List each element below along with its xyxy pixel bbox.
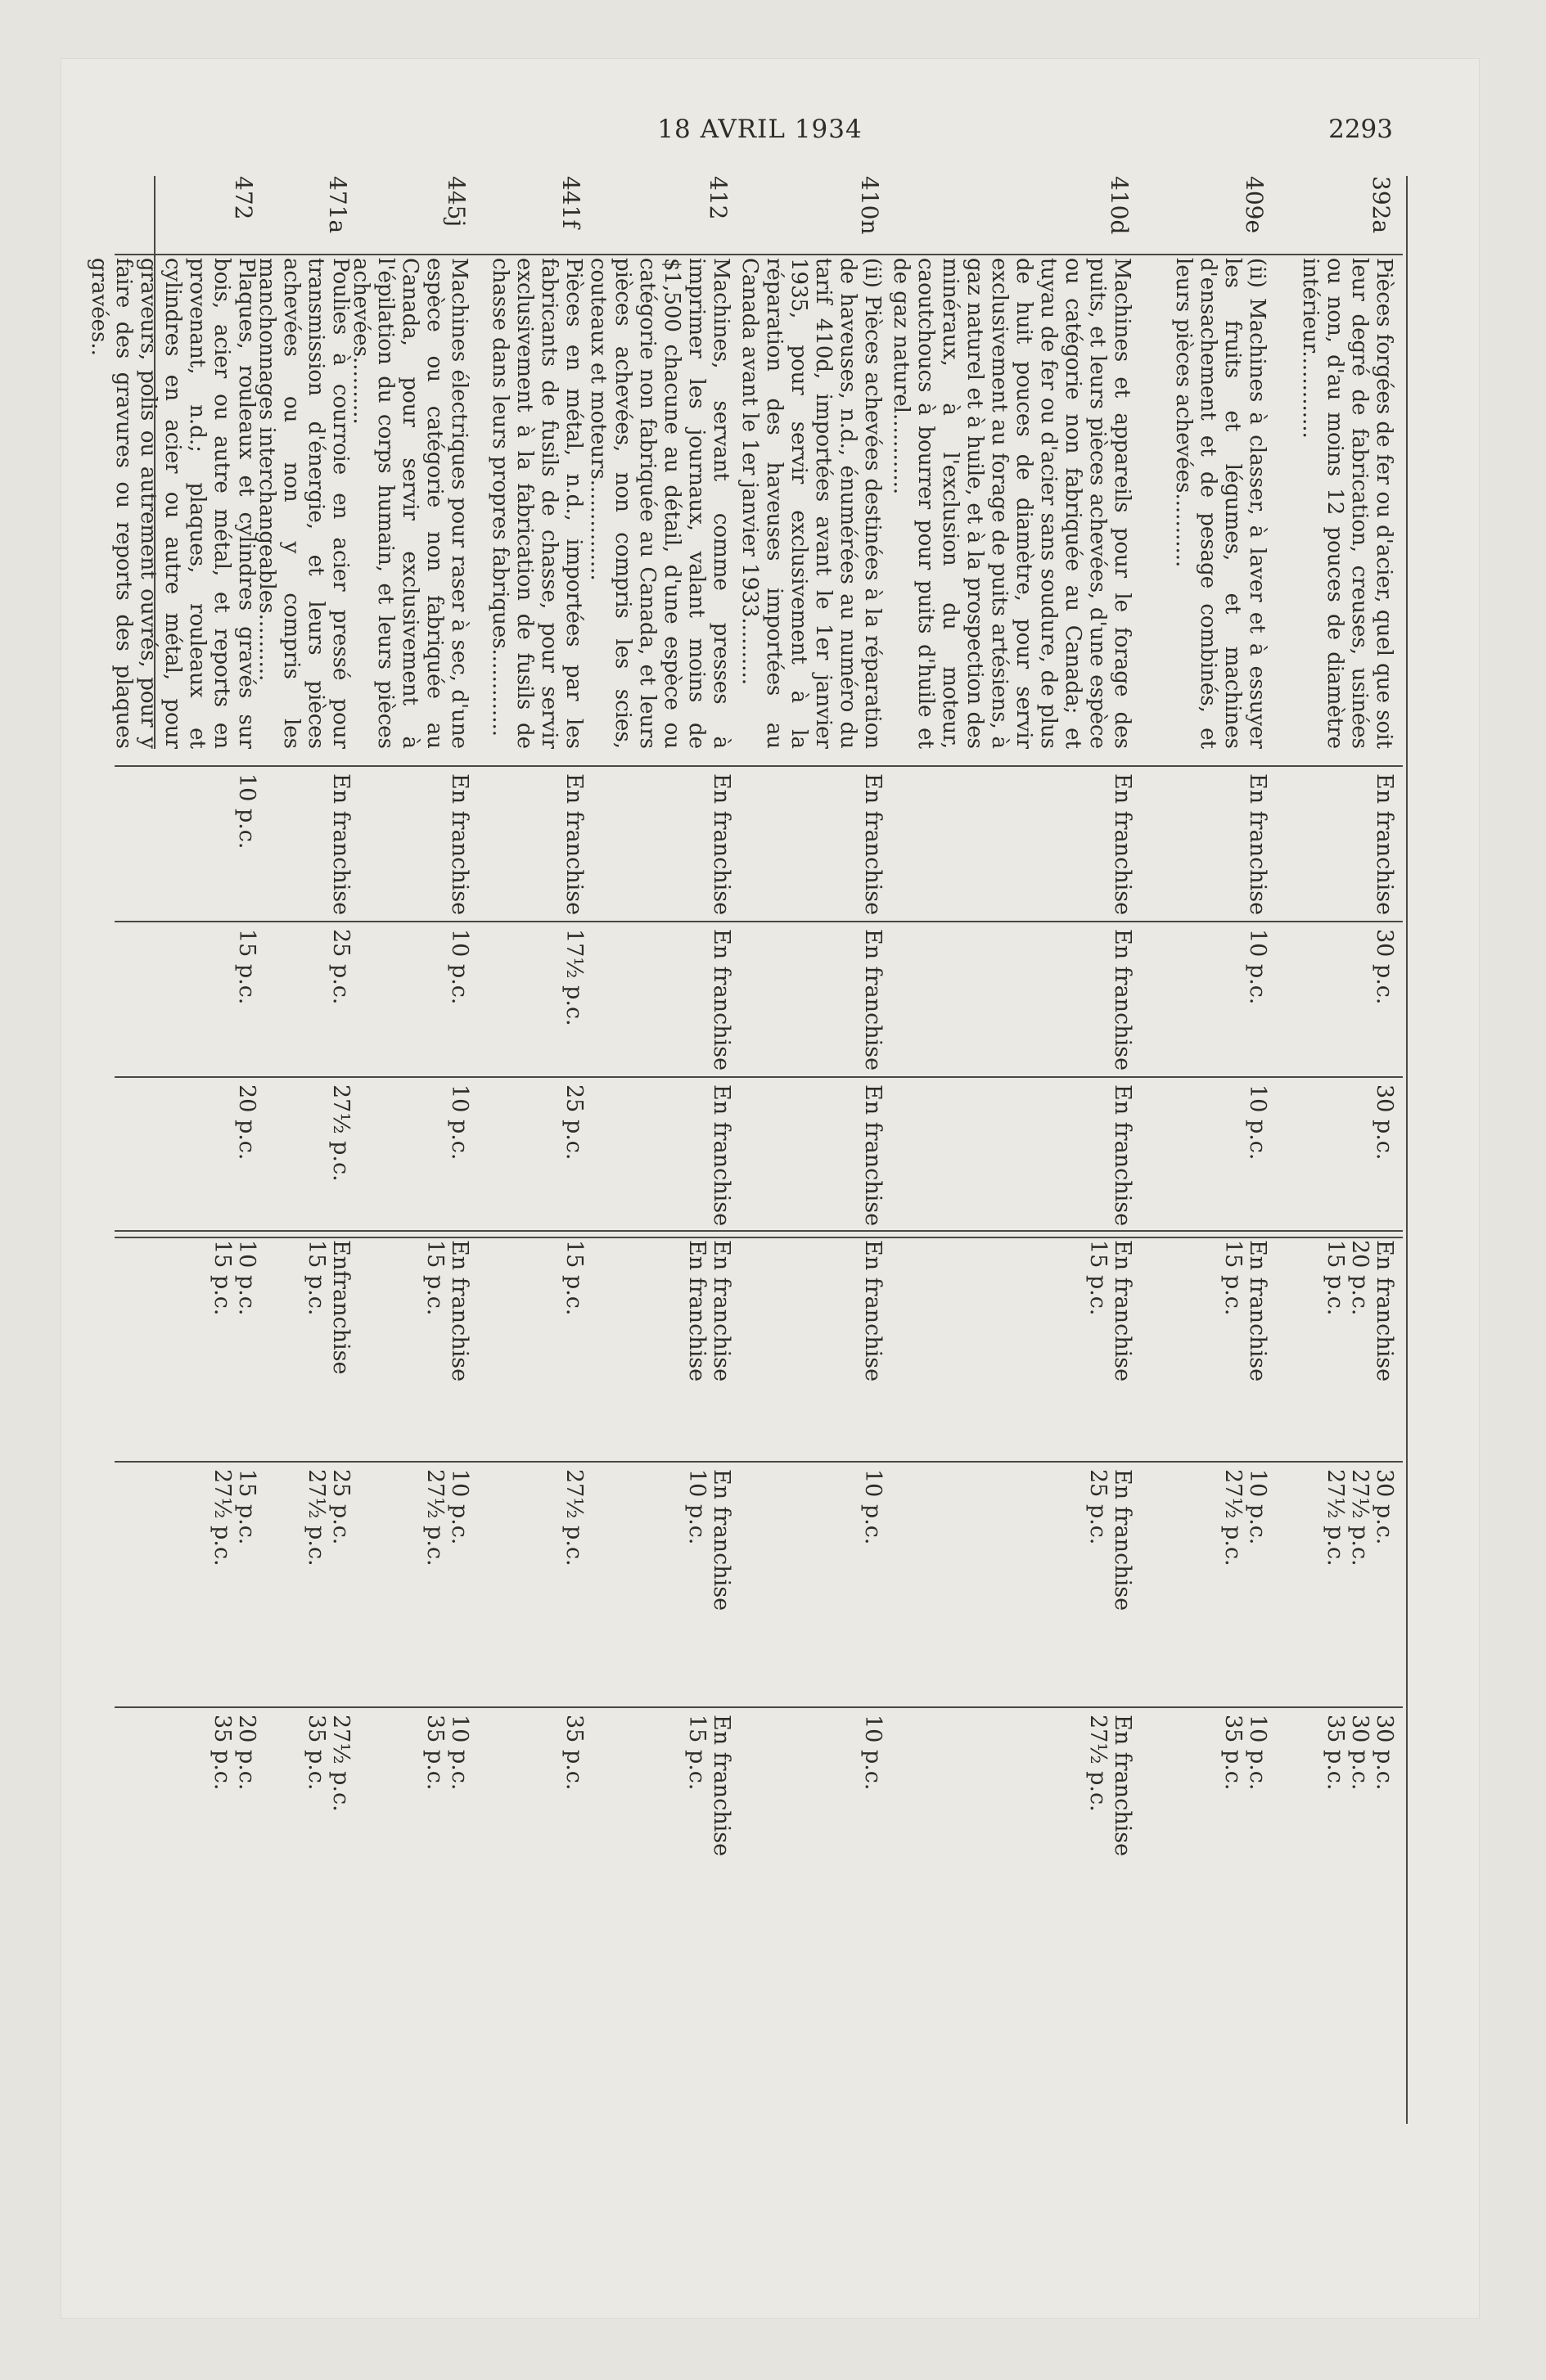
page-header [127, 108, 1393, 157]
rate-column-4: En franchise [860, 1240, 886, 1382]
rate-column-3: 25 p.c. [561, 1084, 587, 1161]
rate-column-1: En franchise [561, 773, 587, 916]
tariff-item-description: Pièces en métal, n.d., importées par les fabricants de fusils de chasse, pour servir exclusivement à la fabrication de fusils de chasse dans leurs propres fabriques............. [488, 258, 586, 749]
column-rule [115, 1706, 1403, 1708]
tariff-item-description: Poulies à courroie en acier pressé pour transmission d'énergie, et leurs pièces achevées ou non y compris les manchonnages interchangeables.......... [255, 258, 353, 749]
rate-column-3: 10 p.c. [447, 1084, 472, 1161]
table-top-rule [1406, 176, 1408, 2124]
rate-column-2: 25 p.c. [328, 929, 354, 1005]
table-bottom-rule [154, 176, 156, 749]
rate-column-4: Enfranchise 15 p.c. [304, 1240, 354, 1375]
rate-column-1: En franchise [1110, 773, 1135, 916]
rate-column-3: En franchise [860, 1084, 886, 1227]
column-rule [115, 921, 1403, 922]
rate-column-6: 10 p.c. 35 p.c. [422, 1715, 472, 1791]
rate-column-1: 10 p.c. [234, 773, 259, 850]
rate-column-1: En franchise [709, 773, 734, 916]
tariff-item-code: 412 [705, 176, 732, 220]
rate-column-6: En franchise 15 p.c. [684, 1715, 734, 1857]
rate-column-4: En franchise 20 p.c. 15 p.c. [1323, 1240, 1397, 1382]
rate-column-3: 30 p.c. [1372, 1084, 1397, 1161]
rate-column-6: 10 p.c. [860, 1715, 886, 1791]
rate-column-5: En franchise 10 p.c. [684, 1469, 734, 1611]
tariff-item-description: (ii) Machines à classer, à laver et à essuyer les fruits et légumes, et machines d'ensachement et de pesage combinés, et leurs pièces achevées........... [1171, 258, 1269, 749]
rate-column-5: 25 p.c. 27½ p.c. [304, 1469, 354, 1566]
tariff-item-code: 392a [1368, 176, 1395, 234]
tariff-item-code: 410d [1106, 176, 1133, 235]
tariff-item-description: Machines et appareils pour le forage des puits, et leurs pièces achevées, d'une espèce ou catégorie non fabriquée au Canada; et tuyau de fer ou d'acier sans soudure, de plus de huit pouces de diamètre, pour servir exclusivement au forage de puits artésiens, à gaz naturel et à huile, et à la prospection des minéraux, à l'exclusion du moteur, caoutchoucs à bourrer pour puits d'huile et de gaz naturel............ [889, 258, 1134, 749]
tariff-item-description: Plaques, rouleaux et cylindres gravés sur bois, acier ou autre métal, et reports en provenant, n.d.; plaques, rouleaux et cylindres en acier ou autre métal, pour graveurs, polis ou autrement ouvrés, pour y faire des gravures ou reports des plaques gravées.. [87, 258, 259, 749]
rate-column-6: 10 p.c. 35 p.c. [1220, 1715, 1270, 1791]
tariff-item-code: 410n [856, 176, 883, 235]
tariff-item-code: 445j [443, 176, 470, 228]
rate-column-2: En franchise [709, 929, 734, 1071]
rate-column-5: En franchise 25 p.c. [1085, 1469, 1135, 1611]
rate-column-5: 27½ p.c. [561, 1469, 587, 1566]
column-rule [115, 1461, 1403, 1463]
rate-column-6: En franchise 27½ p.c. [1085, 1715, 1135, 1857]
rate-column-6: 30 p.c. 30 p.c. 35 p.c. [1323, 1715, 1397, 1791]
rate-column-2: 30 p.c. [1372, 929, 1397, 1005]
rate-column-1: En franchise [447, 773, 472, 916]
rate-column-5: 10 p.c. [860, 1469, 886, 1545]
rate-column-4: En franchise En franchise [684, 1240, 734, 1382]
column-double-rule [115, 1230, 1403, 1238]
tariff-item-code: 472 [230, 176, 257, 220]
tariff-item-code: 471a [324, 176, 351, 234]
rate-column-3: En franchise [1110, 1084, 1135, 1227]
column-rule [115, 765, 1403, 767]
rate-column-4: En franchise 15 p.c. [1220, 1240, 1270, 1382]
rate-column-2: En franchise [1110, 929, 1135, 1071]
rate-column-4: En franchise 15 p.c. [422, 1240, 472, 1382]
rate-column-5: 10 p.c. 27½ p.c. [1220, 1469, 1270, 1566]
tariff-item-description: Pièces forgées de fer ou d'acier, quel que soit leur degré de fabrication, creuses, usinées ou non, d'au moins 12 pouces de diamètre intérieur............. [1298, 258, 1396, 749]
tariff-item-code: 409e [1241, 176, 1268, 234]
rate-column-1: En franchise [860, 773, 886, 916]
tariff-item-description: (ii) Pièces achevées destinées à la réparation de haveuses, n.d., énumérées au numéro du tarif 410d, importées avant le 1er janvier 1935, pour servir exclusivement à la réparation des haveuses importées au Canada avant le 1er janvier 1933.......... [737, 258, 885, 749]
rate-column-6: 20 p.c. 35 p.c. [210, 1715, 259, 1791]
rate-column-1: En franchise [1372, 773, 1397, 916]
rate-column-2: 10 p.c. [1245, 929, 1270, 1005]
rate-column-4: 10 p.c. 15 p.c. [210, 1240, 259, 1316]
rate-column-3: 10 p.c. [1245, 1084, 1270, 1161]
rate-column-3: En franchise [709, 1084, 734, 1227]
rate-column-4: 15 p.c. [561, 1240, 587, 1316]
tariff-table [87, 176, 1408, 2124]
rate-column-5: 30 p.c. 27½ p.c. 27½ p.c. [1323, 1469, 1397, 1566]
rate-column-3: 20 p.c. [234, 1084, 259, 1161]
rate-column-6: 27½ p.c. 35 p.c. [304, 1715, 354, 1812]
rate-column-1: En franchise [1245, 773, 1270, 916]
page-number: 2293 [1328, 115, 1393, 144]
rate-column-4: En franchise 15 p.c. [1085, 1240, 1135, 1382]
rate-column-5: 15 p.c. 27½ p.c. [210, 1469, 259, 1566]
header-date: 18 AVRIL 1934 [657, 115, 863, 144]
rate-column-1: En franchise [328, 773, 354, 916]
tariff-item-description: Machines électriques pour raser à sec, d'une espèce ou catégorie non fabriquée au Canada, pour servir exclusivement à l'épilation du corps humain, et leurs pièces achevées.......... [349, 258, 471, 749]
rate-column-2: 17½ p.c. [561, 929, 587, 1026]
rate-column-2: 15 p.c. [234, 929, 259, 1005]
rate-column-5: 10 p.c. 27½ p.c. [422, 1469, 472, 1566]
rate-column-6: 35 p.c. [561, 1715, 587, 1791]
column-rule [115, 1076, 1403, 1078]
tariff-item-code: 441f [557, 176, 584, 228]
rate-column-3: 27½ p.c. [328, 1084, 354, 1182]
rate-column-2: 10 p.c. [447, 929, 472, 1005]
tariff-item-description: Machines, servant comme presses à imprimer les journaux, valant moins de $1,500 chacune au détail, d'une espèce ou catégorie non fabriquée au Canada, et leurs pièces achevées, non compris les scies, couteaux et moteurs............... [586, 258, 733, 749]
code-column-rule [115, 254, 1403, 255]
rate-column-2: En franchise [860, 929, 886, 1071]
